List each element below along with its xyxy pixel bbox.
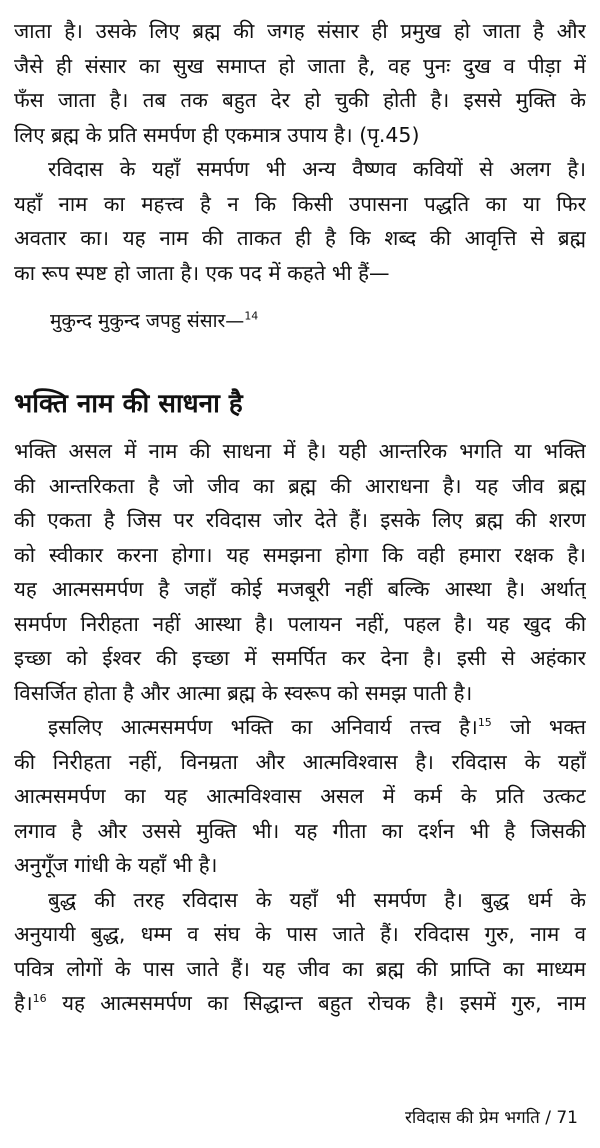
text-line: इच्छा को ईश्वर की इच्छा में समर्पित कर देना है। इसी से अहंकार [14, 646, 586, 670]
text-line: यहाँ नाम का महत्त्व है न कि किसी उपासना पद्धति का या फिर [14, 191, 586, 216]
text-line: अवतार का। यह नाम की ताकत ही है कि शब्द की आवृत्ति से ब्रह्म [14, 226, 586, 250]
text-line: की आन्तरिकता है जो जीव का ब्रह्म की आराधना है। यह जीव ब्रह्म [14, 473, 586, 498]
text-line: को स्वीकार करना होगा। यह समझना होगा कि वही हमारा रक्षक है। [14, 542, 586, 567]
text-line: अनुगूँज गांधी के यहाँ भी है। [14, 853, 218, 877]
page-footer: रविदास की प्रेम भगति / 71 [404, 1108, 578, 1128]
text-line: समर्पण निरीहता नहीं आस्था है। पलायन नहीं, पहल है। यह खुद की [14, 611, 586, 636]
text-line: रविदास के यहाँ समर्पण भी अन्य वैष्णव कवियों से अलग है। [48, 157, 586, 181]
footnote-ref: 16 [32, 992, 47, 1006]
text-line: यह आत्मसमर्पण है जहाँ कोई मजबूरी नहीं बल्कि आस्था है। अर्थात् [14, 577, 586, 601]
footnote-ref: 14 [244, 309, 259, 323]
text-line: लगाव है और उससे मुक्ति भी। यह गीता का दर्शन भी है जिसकी [14, 818, 586, 843]
text-line: विसर्जित होता है और आत्मा ब्रह्म के स्वरूप को समझ पाती है। [14, 680, 473, 705]
text-line: का रूप स्पष्ट हो जाता है। एक पद में कहते भी हैं— [14, 260, 390, 285]
text-line: भक्ति असल में नाम की साधना में है। यही आन्तरिक भगति या भक्ति [14, 439, 586, 463]
section-heading: भक्ति नाम की साधना है [14, 389, 243, 419]
paragraph-samarpan [14, 152, 586, 290]
text-line: फँस जाता है। तब तक बहुत देर हो चुकी होती है। इससे मुक्ति के [14, 88, 586, 112]
text-line: आत्मसमर्पण का यह आत्मविश्वास असल में कर्म के प्रति उत्कट [14, 784, 586, 808]
text-line [14, 986, 586, 1021]
paragraph-atmasamarpan [14, 710, 586, 883]
text-fragment: इसलिए आत्मसमर्पण भक्ति का अनिवार्य तत्त्व है। [48, 715, 478, 739]
intro-paragraph [14, 14, 586, 152]
text-fragment: यह आत्मसमर्पण का सिद्धान्त बहुत रोचक है। इसमें गुरु, नाम [46, 991, 586, 1015]
paragraph-bhakti [14, 434, 586, 710]
text-line: जाता है। उसके लिए ब्रह्म की जगह संसार ही प्रमुख हो जाता है और [14, 19, 586, 43]
verse-quote [50, 306, 586, 336]
text-line: अनुयायी बुद्ध, धम्म व संघ के पास जाते हैं। रविदास गुरु, नाम व [14, 922, 586, 946]
text-line: पवित्र लोगों के पास जाते हैं। यह जीव का ब्रह्म की प्राप्ति का माध्यम [14, 956, 586, 981]
text-line [14, 710, 586, 745]
text-line: की एकता है जिस पर रविदास जोर देते हैं। इसके लिए ब्रह्म की शरण [14, 508, 586, 532]
text-line: बुद्ध की तरह रविदास के यहाँ भी समर्पण है। बुद्ध धर्म के [48, 887, 586, 912]
text-line: लिए ब्रह्म के प्रति समर्पण ही एकमात्र उपाय है। (पृ.45) [14, 122, 420, 147]
quote-text: मुकुन्द मुकुन्द जपहु संसार— [50, 310, 245, 332]
paragraph-buddha [14, 883, 586, 1021]
text-fragment: है। [14, 991, 33, 1015]
footnote-ref: 15 [477, 716, 492, 730]
text-line: जैसे ही संसार का सुख समाप्त हो जाता है, वह पुनः दुख व पीड़ा में [14, 53, 586, 78]
text-line: की निरीहता नहीं, विनम्रता और आत्मविश्वास है। रविदास के यहाँ [14, 749, 586, 774]
text-fragment: जो भक्त [491, 715, 586, 739]
